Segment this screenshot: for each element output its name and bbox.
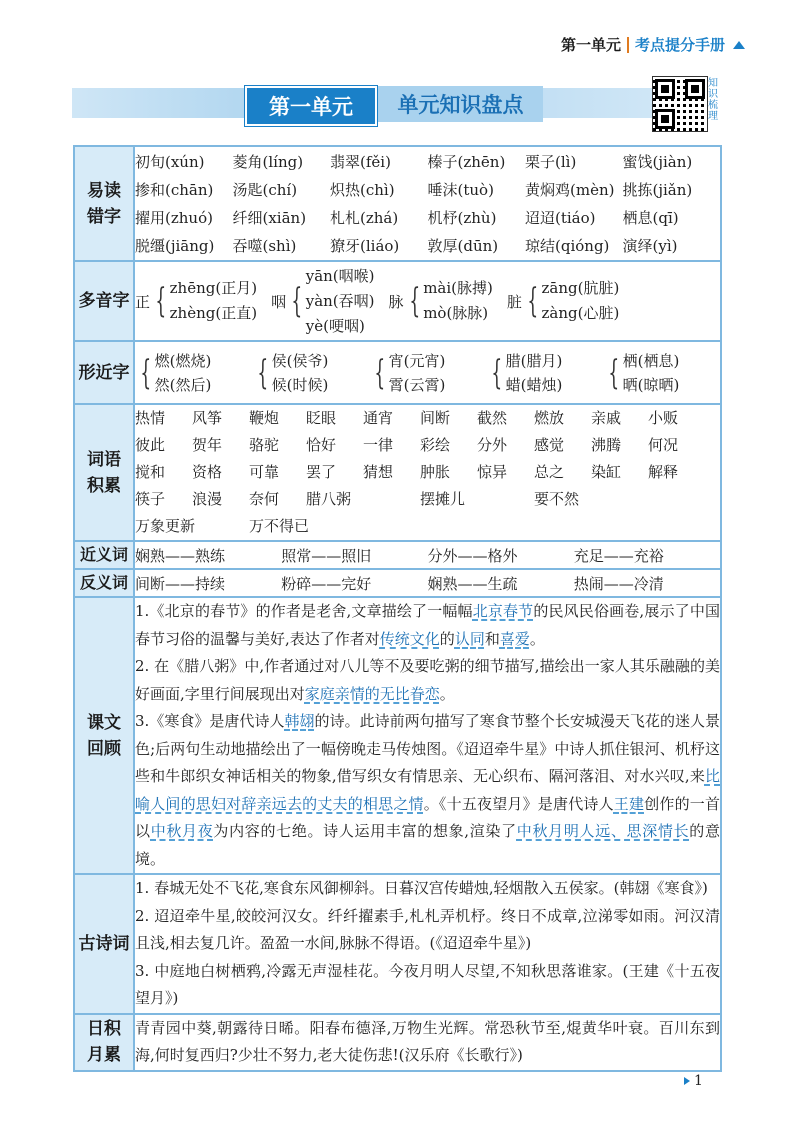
brace-icon: { (155, 281, 167, 321)
easy-word: 菱角(líng) (232, 152, 304, 171)
brace-icon: { (374, 352, 386, 393)
word-item: 截然 (477, 409, 508, 427)
label-words: 词语积累 (74, 404, 134, 541)
easy-word: 纤细(xiān) (232, 208, 307, 227)
banner-title: 单元知识盘点 (378, 86, 543, 122)
word-item: 惊异 (477, 463, 508, 481)
brace-icon: { (608, 352, 620, 393)
easy-chars (134, 146, 721, 261)
easy-word: 擢用(zhuó) (135, 208, 213, 227)
label-easy: 易读错字 (74, 146, 134, 261)
word-item: 腊八粥 (306, 490, 352, 508)
word-item: 筷子 (135, 490, 166, 508)
word-item: 何况 (648, 436, 679, 454)
word-item: 万不得已 (249, 517, 310, 535)
antonyms-pair: 娴熟——生疏 (427, 574, 518, 593)
word-item: 眨眼 (306, 409, 337, 427)
word-item: 摆摊儿 (420, 490, 466, 508)
polyphone-reading: yàn(吞咽) (305, 291, 375, 310)
word-item: 可靠 (249, 463, 280, 481)
brace-icon: { (140, 352, 152, 393)
easy-word: 黄焖鸡(mèn) (525, 180, 615, 199)
banner-unit: 第一单元 (245, 86, 377, 126)
easy-row (135, 147, 720, 175)
daily-text: 青青园中葵,朝露待日晞。阳春布德泽,万物生光辉。常恐秋节至,焜黄华叶衰。百川东到海,何时复西归?少壮不努力,老大徒伤悲!(汉乐府《长歌行》) (135, 1018, 720, 1064)
header-triangle-icon (733, 41, 745, 49)
word-item: 总之 (534, 463, 565, 481)
word-item: 染缸 (591, 463, 622, 481)
easy-word: 脱缰(jiāng) (135, 236, 215, 255)
easy-word: 挑拣(jiǎn) (622, 180, 693, 199)
similar-group (603, 349, 720, 397)
easy-word: 栖息(qī) (622, 208, 679, 227)
knowledge-table (73, 145, 722, 1072)
antonym-pairs (134, 569, 721, 597)
similar-char: 侯(侯爷) (271, 351, 329, 370)
word-item: 奈何 (249, 490, 280, 508)
word-item: 恰好 (306, 436, 337, 454)
easy-row (135, 203, 720, 231)
polyphone-readings (423, 276, 493, 326)
synonyms-pair: 照常——照旧 (281, 546, 372, 565)
similar-char: 蜡(蜡烛) (505, 375, 563, 394)
similar-char: 晒(晾晒) (622, 375, 680, 394)
similar-char: 燃(燃烧) (154, 351, 212, 370)
label-poems: 古诗词 (74, 874, 134, 1014)
word-item: 小贩 (648, 409, 679, 427)
page-number: 1 (684, 1073, 703, 1089)
qr-code-icon[interactable] (652, 76, 708, 132)
easy-word: 唾沫(tuò) (427, 180, 494, 199)
header-divider (627, 37, 629, 53)
poem-1: 1. 春城无处不飞花,寒食东风御柳斜。日暮汉宫传蜡烛,轻烟散入五侯家。(韩翃《寒食》) (135, 879, 708, 897)
running-header (561, 34, 745, 55)
word-item: 罢了 (306, 463, 337, 481)
easy-word: 翡翠(fěi) (330, 152, 391, 171)
easy-word: 初旬(xún) (135, 152, 205, 171)
polyphone-reading: zàng(心脏) (541, 304, 620, 322)
review-paragraph-3: 3.《寒食》是唐代诗人韩翃的诗。此诗前两句描写了寒食节整个长安城漫天飞花的迷人景色;后两句生动地描绘出了一幅傍晚走马传烛图。《迢迢牵牛星》中诗人抓住银河、机杼这些和牛郎织女神话相关的物象,借写织女有情思亲、无心织布、隔河落泪、对水兴叹,来比喻人间的思妇对辞亲远去的丈夫的相思之情。《十五夜望月》是唐代诗人王建创作的一首以中秋月夜为内容的七绝。诗人运用丰富的想象,渲染了中秋月明人远、思深情长的意境。 (135, 712, 720, 868)
poem-3: 3. 中庭地白树栖鸦,冷露无声湿桂花。今夜月明人尽望,不知秋思落谁家。(王建《十五夜望月》) (135, 961, 720, 1007)
easy-row (135, 175, 720, 203)
text-review (134, 597, 721, 874)
word-item: 感觉 (534, 436, 565, 454)
similar-char: 宵(元宵) (388, 351, 446, 370)
word-item: 亲戚 (591, 409, 622, 427)
review-paragraph-1: 1.《北京的春节》的作者是老舍,文章描绘了一幅幅北京春节的民风民俗画卷,展示了中国春节习俗的温馨与美好,表达了作者对传统文化的认同和喜爱。 (135, 602, 720, 648)
word-item: 猜想 (363, 463, 394, 481)
polyphone-char: 正 (135, 292, 151, 311)
polyphone-group (135, 276, 257, 326)
polyphone-reading: yān(咽喉) (305, 266, 375, 285)
daily-accumulation (134, 1014, 721, 1071)
polyphone-char: 脏 (506, 292, 522, 311)
similar-items (272, 349, 329, 397)
polyphone-char: 咽 (271, 292, 287, 311)
synonym-pairs (134, 541, 721, 569)
similar-group (369, 349, 486, 397)
similar-char: 候(时候) (271, 375, 329, 394)
synonyms-pair: 分外——格外 (427, 546, 518, 565)
easy-word: 敦厚(dūn) (427, 236, 499, 255)
word-item: 鞭炮 (249, 409, 280, 427)
similar-chars (134, 341, 721, 404)
polyphone-reading: zhèng(正直) (169, 304, 258, 322)
similar-char: 霄(云霄) (388, 375, 446, 394)
easy-word: 榛子(zhēn) (427, 152, 506, 171)
label-daily: 日积月累 (74, 1014, 134, 1071)
similar-items (389, 349, 446, 397)
word-item: 要不然 (534, 490, 580, 508)
polyphone-readings (542, 276, 620, 326)
similar-group (135, 349, 252, 397)
synonyms-pair: 充足——充裕 (573, 546, 664, 565)
antonyms-pair: 粉碎——完好 (281, 574, 372, 593)
easy-word: 炽热(chì) (330, 180, 395, 199)
word-list (134, 404, 721, 541)
brace-icon: { (491, 352, 503, 393)
polyphone-group (389, 276, 493, 326)
easy-word: 札札(zhá) (330, 208, 399, 227)
brace-icon: { (527, 281, 539, 321)
brace-icon: { (408, 281, 420, 321)
similar-group (252, 349, 369, 397)
brace-icon: { (291, 281, 303, 321)
antonyms-pair: 间断——持续 (135, 574, 226, 593)
word-item: 分外 (477, 436, 508, 454)
polyphone-char: 脉 (388, 292, 404, 311)
polyphone-readings (170, 276, 257, 326)
word-item: 解释 (648, 463, 679, 481)
poem-2: 2. 迢迢牵牛星,皎皎河汉女。纤纤擢素手,札札弄机杼。终日不成章,泣涕零如雨。河汉清且浅,相去复几许。盈盈一水间,脉脉不得语。(《迢迢牵牛星》) (135, 906, 720, 952)
easy-word: 蜜饯(jiàn) (622, 152, 693, 171)
easy-word: 掺和(chān) (135, 180, 214, 199)
polyphone-reading: mài(脉搏) (423, 279, 493, 297)
polyphone-group (271, 264, 374, 339)
easy-word: 机杼(zhù) (427, 208, 497, 227)
easy-word: 吞噬(shì) (232, 236, 297, 255)
page-arrow-icon (684, 1077, 690, 1085)
word-item: 肿胀 (420, 463, 451, 481)
polyphone-group (507, 276, 619, 326)
easy-word: 演绎(yì) (622, 236, 678, 255)
word-item: 沸腾 (591, 436, 622, 454)
qr-label: 知识梳理 (708, 78, 718, 122)
word-item: 搅和 (135, 463, 166, 481)
word-item: 间断 (420, 409, 451, 427)
word-item: 彼此 (135, 436, 166, 454)
header-book-title: 考点提分手册 (634, 36, 725, 54)
word-item: 万象更新 (135, 517, 196, 535)
similar-items (155, 349, 212, 397)
word-item: 风筝 (192, 409, 223, 427)
word-item: 骆驼 (249, 436, 280, 454)
polyphone-reading: yè(哽咽) (305, 316, 365, 335)
label-similar: 形近字 (74, 341, 134, 404)
easy-word: 迢迢(tiáo) (525, 208, 596, 227)
word-item: 热情 (135, 409, 166, 427)
word-item: 资格 (192, 463, 223, 481)
brace-icon: { (257, 352, 269, 393)
word-item: 一律 (363, 436, 394, 454)
similar-items (623, 349, 680, 397)
easy-word: 獠牙(liáo) (330, 236, 400, 255)
similar-char: 腊(腊月) (505, 351, 563, 370)
antonyms-pair: 热闹——冷清 (573, 574, 664, 593)
label-review: 课文回顾 (74, 597, 134, 874)
review-paragraph-2: 2. 在《腊八粥》中,作者通过对八儿等不及要吃粥的细节描写,描绘出一家人其乐融融的美好画面,字里行间展现出对家庭亲情的无比眷恋。 (135, 657, 720, 703)
polyphone-reading: zāng(肮脏) (541, 279, 620, 297)
header-unit: 第一单元 (560, 36, 621, 54)
similar-char: 栖(栖息) (622, 351, 680, 370)
label-poly: 多音字 (74, 261, 134, 341)
easy-word: 琼结(qióng) (525, 236, 610, 255)
similar-char: 然(然后) (154, 375, 212, 394)
polyphone-reading: mò(脉脉) (423, 304, 489, 322)
polyphones (134, 261, 721, 341)
label-synonyms: 近义词 (74, 541, 134, 569)
polyphone-readings (306, 264, 375, 339)
word-item: 彩绘 (420, 436, 451, 454)
easy-word: 栗子(lì) (525, 152, 577, 171)
word-item: 通宵 (363, 409, 394, 427)
similar-group (486, 349, 603, 397)
synonyms-pair: 娴熟——熟练 (135, 546, 226, 565)
easy-row (135, 231, 720, 259)
similar-items (506, 349, 563, 397)
easy-word: 汤匙(chí) (232, 180, 298, 199)
polyphone-reading: zhēng(正月) (169, 279, 258, 297)
word-item: 浪漫 (192, 490, 223, 508)
label-antonyms: 反义词 (74, 569, 134, 597)
word-item: 燃放 (534, 409, 565, 427)
word-item: 贺年 (192, 436, 223, 454)
ancient-poems (134, 874, 721, 1014)
